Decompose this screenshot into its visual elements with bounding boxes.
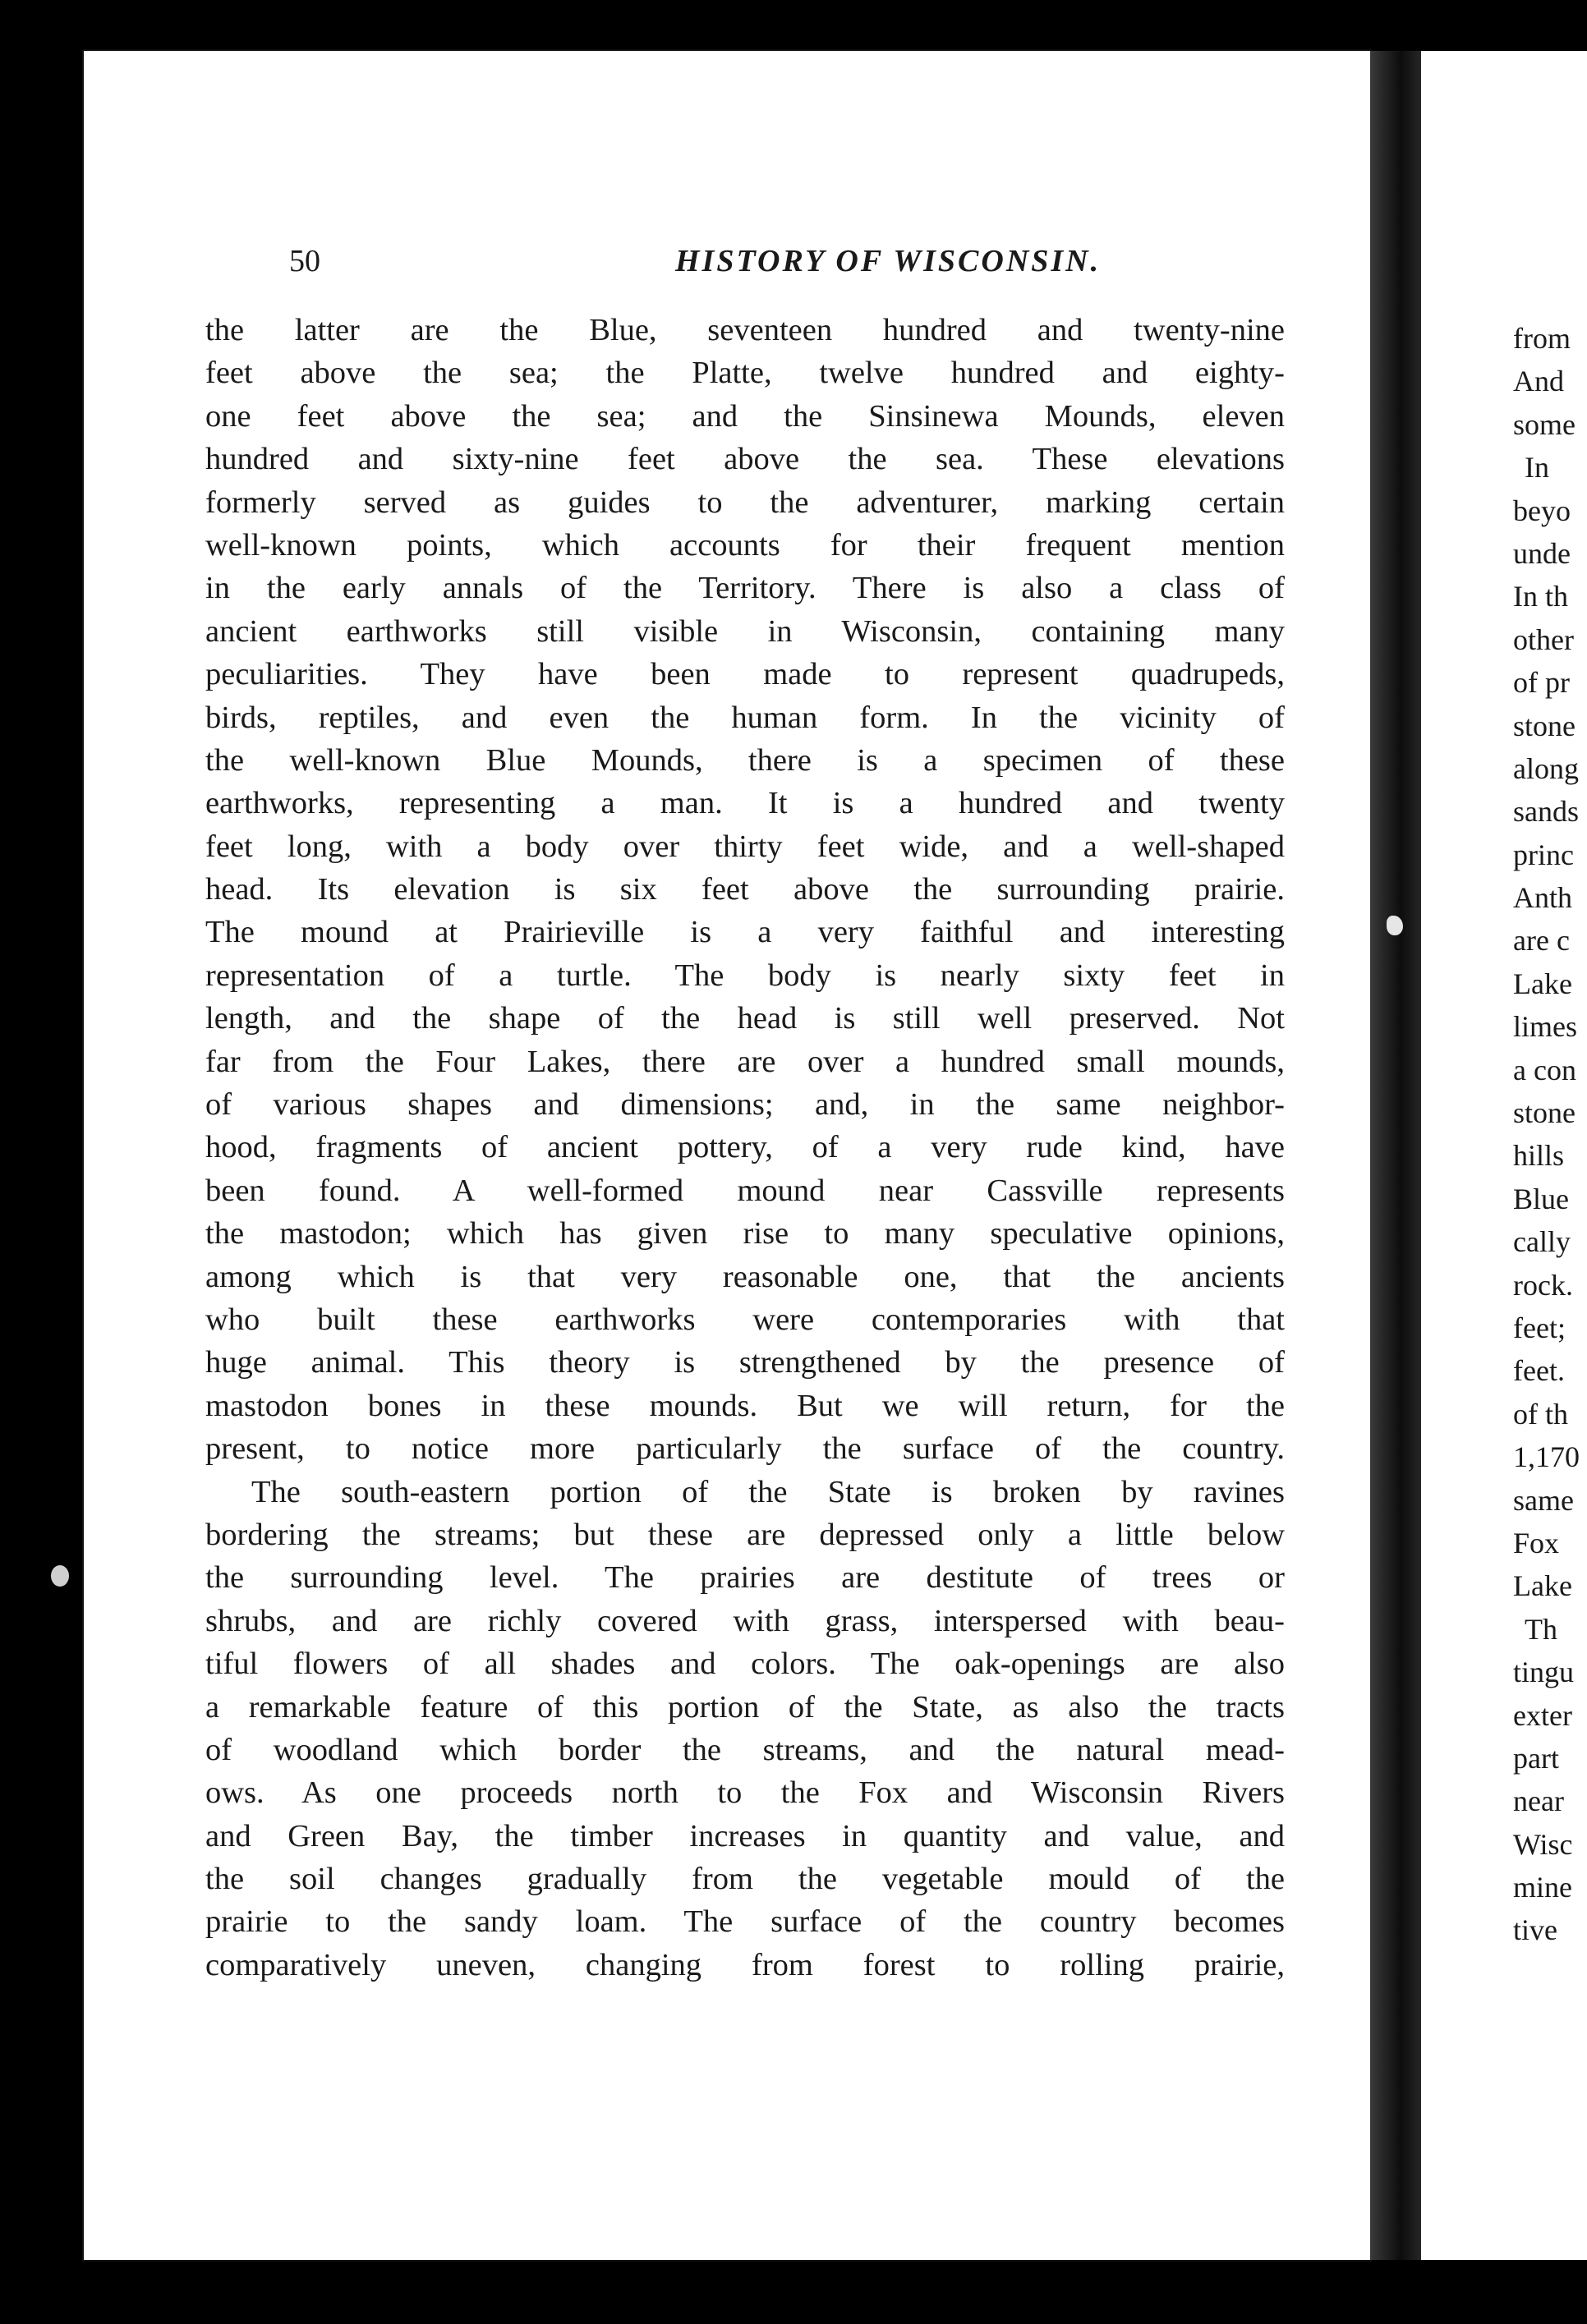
text-line: feet long, with a body over thirty feet wide, and a well-shaped bbox=[205, 829, 1285, 864]
text-line: far from the Four Lakes, there are over a hundred small mounds, bbox=[205, 1044, 1285, 1079]
facing-text-fragment: feet; bbox=[1513, 1311, 1566, 1344]
text-line: length, and the shape of the head is still well preserved. Not bbox=[205, 1001, 1285, 1036]
text-line: representation of a turtle. The body is nearly sixty feet in bbox=[205, 958, 1285, 993]
facing-text-fragment: same bbox=[1513, 1483, 1574, 1517]
facing-text-fragment: hills bbox=[1513, 1139, 1565, 1173]
text-line: peculiarities. They have been made to represent quadrupeds, bbox=[205, 657, 1285, 692]
facing-text-fragment: part bbox=[1513, 1741, 1559, 1775]
facing-text-fragment: In bbox=[1525, 451, 1549, 485]
text-line: the latter are the Blue, seventeen hundred and twenty-nine bbox=[205, 313, 1285, 347]
gutter-mark bbox=[1387, 916, 1403, 935]
text-line: in the early annals of the Territory. There is also a class of bbox=[205, 571, 1285, 606]
book-gutter bbox=[1370, 51, 1421, 2260]
facing-text-fragment: Lake bbox=[1513, 967, 1572, 1000]
text-line: the surrounding level. The prairies are destitute of trees or bbox=[205, 1560, 1285, 1596]
text-line: ows. As one proceeds north to the Fox and Wisconsin Rivers bbox=[205, 1775, 1285, 1811]
facing-text-fragment: stone bbox=[1513, 709, 1576, 742]
text-line: comparatively uneven, changing from forest to rolling prairie, bbox=[205, 1947, 1285, 1982]
facing-text-fragment: mine bbox=[1513, 1871, 1572, 1904]
text-line: shrubs, and are richly covered with grass, interspersed with beau- bbox=[205, 1603, 1285, 1638]
body-text bbox=[205, 309, 1285, 1986]
facing-text-fragment: Blue bbox=[1513, 1182, 1569, 1215]
text-line: been found. A well-formed mound near Cassville represents bbox=[205, 1173, 1285, 1208]
text-line: tiful flowers of all shades and colors. The oak-openings are also bbox=[205, 1647, 1285, 1682]
text-line: among which is that very reasonable one, that the ancients bbox=[205, 1259, 1285, 1294]
facing-text-fragment: beyo bbox=[1513, 494, 1571, 527]
facing-text-fragment: Fox bbox=[1513, 1526, 1560, 1559]
facing-text-fragment: along bbox=[1513, 751, 1579, 785]
facing-text-fragment: are c bbox=[1513, 924, 1570, 958]
text-line: present, to notice more particularly the surface of the country. bbox=[205, 1431, 1285, 1467]
text-line: formerly served as guides to the adventurer, marking certain bbox=[205, 485, 1285, 520]
text-line: the soil changes gradually from the vegetable mould of the bbox=[205, 1862, 1285, 1897]
text-line: head. Its elevation is six feet above the surrounding prairie. bbox=[205, 872, 1285, 907]
facing-text-fragment: near bbox=[1513, 1784, 1564, 1818]
facing-text-fragment: other bbox=[1513, 622, 1574, 656]
facing-text-fragment: cally bbox=[1513, 1225, 1571, 1259]
facing-text-fragment: 1,170 bbox=[1513, 1440, 1580, 1474]
text-line: hundred and sixty-nine feet above the sea. These elevations bbox=[205, 442, 1285, 477]
text-line: who built these earthworks were contemporaries with that bbox=[205, 1302, 1285, 1337]
facing-text-fragment: a con bbox=[1513, 1053, 1576, 1086]
facing-text-fragment: Anth bbox=[1513, 881, 1572, 915]
text-line: mastodon bones in these mounds. But we will return, for the bbox=[205, 1388, 1285, 1423]
text-line: hood, fragments of ancient pottery, of a very rude kind, have bbox=[205, 1130, 1285, 1165]
facing-text-fragment: of pr bbox=[1513, 666, 1570, 700]
facing-text-fragment: sands bbox=[1513, 795, 1579, 829]
facing-text-fragment: tive bbox=[1513, 1913, 1557, 1947]
facing-text-fragment: stone bbox=[1513, 1096, 1576, 1130]
text-line: a remarkable feature of this portion of the State, as also the tracts bbox=[205, 1689, 1285, 1725]
facing-text-fragment: tingu bbox=[1513, 1656, 1575, 1689]
text-line: ancient earthworks still visible in Wisconsin, containing many bbox=[205, 613, 1285, 649]
facing-text-fragment: In th bbox=[1513, 580, 1568, 613]
facing-page-text bbox=[1513, 317, 1587, 1952]
running-head: HISTORY OF WISCONSIN. bbox=[675, 244, 1102, 278]
facing-text-fragment: rock. bbox=[1513, 1268, 1573, 1302]
text-line: well-known points, which accounts for their frequent mention bbox=[205, 527, 1285, 563]
facing-text-fragment: of th bbox=[1513, 1397, 1568, 1431]
text-line: of woodland which border the streams, and the natural mead- bbox=[205, 1732, 1285, 1767]
facing-text-fragment: Lake bbox=[1513, 1569, 1572, 1603]
text-line: The mound at Prairieville is a very faithful and interesting bbox=[205, 915, 1285, 950]
text-line: bordering the streams; but these are depressed only a little below bbox=[205, 1517, 1285, 1552]
facing-text-fragment: exter bbox=[1513, 1698, 1572, 1732]
text-line: The south-eastern portion of the State is broken by ravines bbox=[251, 1474, 1285, 1509]
text-line: the mastodon; which has given rise to many speculative opinions, bbox=[205, 1216, 1285, 1252]
text-line: prairie to the sandy loam. The surface of the country becomes bbox=[205, 1904, 1285, 1940]
page-number: 50 bbox=[289, 244, 320, 278]
facing-text-fragment: Wisc bbox=[1513, 1827, 1573, 1861]
text-line: earthworks, representing a man. It is a hundred and twenty bbox=[205, 786, 1285, 821]
facing-page bbox=[1421, 51, 1587, 2260]
page-header bbox=[207, 243, 1283, 284]
facing-text-fragment: feet. bbox=[1513, 1354, 1565, 1388]
facing-text-fragment: Th bbox=[1525, 1612, 1557, 1646]
text-line: birds, reptiles, and even the human form. In the vicinity of bbox=[205, 700, 1285, 735]
facing-text-fragment: And bbox=[1513, 365, 1564, 398]
text-line: feet above the sea; the Platte, twelve hundred and eighty- bbox=[205, 356, 1285, 391]
facing-text-fragment: from bbox=[1513, 322, 1571, 355]
facing-text-fragment: princ bbox=[1513, 838, 1574, 871]
text-line: and Green Bay, the timber increases in quantity and value, and bbox=[205, 1818, 1285, 1853]
text-line: one feet above the sea; and the Sinsinewa Mounds, eleven bbox=[205, 398, 1285, 434]
text-line: the well-known Blue Mounds, there is a specimen of these bbox=[205, 742, 1285, 778]
page-edge-blot bbox=[51, 1565, 69, 1587]
text-line: huge animal. This theory is strengthened by the presence of bbox=[205, 1345, 1285, 1380]
facing-text-fragment: some bbox=[1513, 407, 1576, 441]
text-line: of various shapes and dimensions; and, in the same neighbor- bbox=[205, 1087, 1285, 1123]
facing-text-fragment: limes bbox=[1513, 1010, 1577, 1044]
facing-text-fragment: unde bbox=[1513, 536, 1571, 570]
